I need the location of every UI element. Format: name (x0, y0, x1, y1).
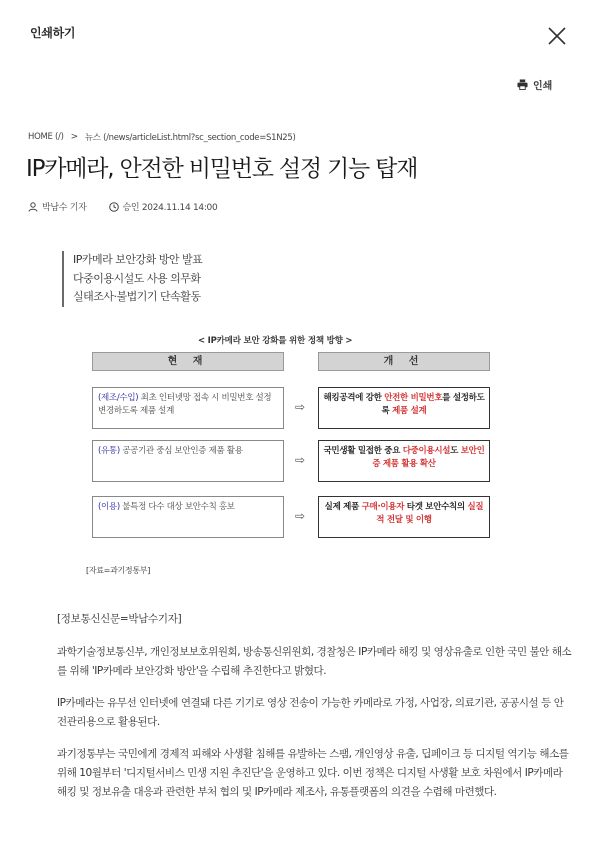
improve-highlight: 실질적 전달 및 이행 (376, 502, 484, 525)
figure-source: [자료=과기정통부] (86, 566, 151, 575)
improve-highlight: 구매·이용자 (361, 502, 405, 512)
breadcrumb-news[interactable]: 뉴스 (/news/articleList.html?sc_section_code=S1N25) (84, 133, 296, 143)
improve-text: 해킹공격에 강한 (323, 393, 385, 403)
popup-title: 인쇄하기 (30, 26, 76, 40)
improve-highlight: 안전한 비밀번호 (384, 393, 443, 403)
article-paragraph: 과기정통부는 국민에게 경제적 피해와 사생활 침해를 유발하는 스팸, 개인영상 유출, 딥페이크 등 디지털 역기능 해소를 위해 10월부터 '디지털서비스 민생 지원 추진단'을 운영하고 있다. 이번 정책은 디지털 사생활 보호 차원에서 IP카메라 해킹 및 정보유출 대응과 관련한 부처 협의 및 IP카메라 제조사, 유통플랫폼의 의견을 수렴해 마련했다. (57, 748, 569, 798)
subhead-line: 실태조사·불법기기 단속활동 (73, 290, 201, 303)
popup-header (0, 0, 600, 62)
printer-icon (517, 79, 528, 90)
user-icon (28, 202, 38, 212)
improve-text: 국민생활 밀접한 중요 (323, 446, 403, 456)
improve-highlight: 보안인증 제품 활용 확산 (372, 446, 485, 469)
figure-header-current: 현 재 (92, 352, 284, 371)
current-text: 불특정 다수 대상 보안수칙 홍보 (119, 502, 235, 512)
article-paragraph: 과학기술정보통신부, 개인정보보호위원회, 방송통신위원회, 경찰청은 IP카메라 해킹 및 영상유출로 인한 국민 불안 해소를 위해 'IP카메라 보안강화 방안'을 수립해 추진한다고 밝혔다. (57, 646, 572, 677)
current-text: 공공기관 중심 보안인증 제품 활용 (119, 446, 243, 456)
improve-text: 를 설정하도록 (381, 393, 485, 416)
breadcrumb (28, 131, 296, 143)
policy-figure (80, 330, 510, 570)
improve-text: 실제 제품 (324, 502, 362, 512)
arrow-icon: ⇨ (294, 453, 306, 467)
article-headline: IP카메라, 안전한 비밀번호 설정 기능 탑재 (26, 156, 418, 182)
figure-current-row (92, 440, 284, 482)
print-button[interactable] (517, 76, 552, 92)
arrow-icon: ⇨ (294, 509, 306, 523)
article-paragraph: IP카메라는 유무선 인터넷에 연결돼 다른 기기로 영상 전송이 가능한 카메라로 가정, 사업장, 의료기관, 공공시설 등 안전관리용으로 활용된다. (57, 697, 564, 728)
article-subheads (62, 251, 202, 307)
approved-date: 승인 2024.11.14 14:00 (122, 203, 218, 213)
improve-text: 타겟 보안수칙의 (404, 502, 468, 512)
improve-highlight: 제품 설계 (392, 406, 427, 416)
close-icon (546, 25, 568, 47)
current-tag: (유통) (98, 446, 120, 456)
clock-icon (109, 202, 119, 212)
article-meta (28, 200, 217, 213)
figure-improve-row (318, 440, 490, 482)
figure-current-row (92, 496, 284, 538)
figure-improve-row (318, 496, 490, 538)
figure-current-row (92, 387, 284, 429)
author-info (28, 200, 87, 213)
author-name: 박남수 기자 (42, 203, 87, 213)
improve-text: 도 (450, 446, 461, 456)
close-button[interactable] (546, 25, 568, 47)
arrow-icon: ⇨ (294, 400, 306, 414)
article-byline: [정보통신신문=박남수기자] (57, 613, 182, 625)
approved-info (109, 200, 218, 213)
subhead-line: 다중이용시설도 사용 의무화 (73, 271, 201, 285)
figure-title: < IP카메라 보안 강화를 위한 정책 방향 > (198, 336, 353, 346)
subhead-line: IP카메라 보안강화 방안 발표 (73, 253, 203, 266)
current-tag: (이용) (98, 502, 120, 512)
figure-header-improve: 개 선 (318, 352, 490, 371)
current-tag: (제조/수입) (98, 393, 139, 403)
breadcrumb-separator: > (70, 132, 78, 142)
print-label: 인쇄 (533, 80, 553, 92)
breadcrumb-home[interactable]: HOME (/) (28, 132, 64, 142)
current-text: 최초 인터넷망 접속 시 비밀번호 설정 변경하도록 제품 설계 (98, 393, 272, 416)
improve-highlight: 다중이용시설 (402, 446, 451, 456)
figure-improve-row (318, 387, 490, 429)
